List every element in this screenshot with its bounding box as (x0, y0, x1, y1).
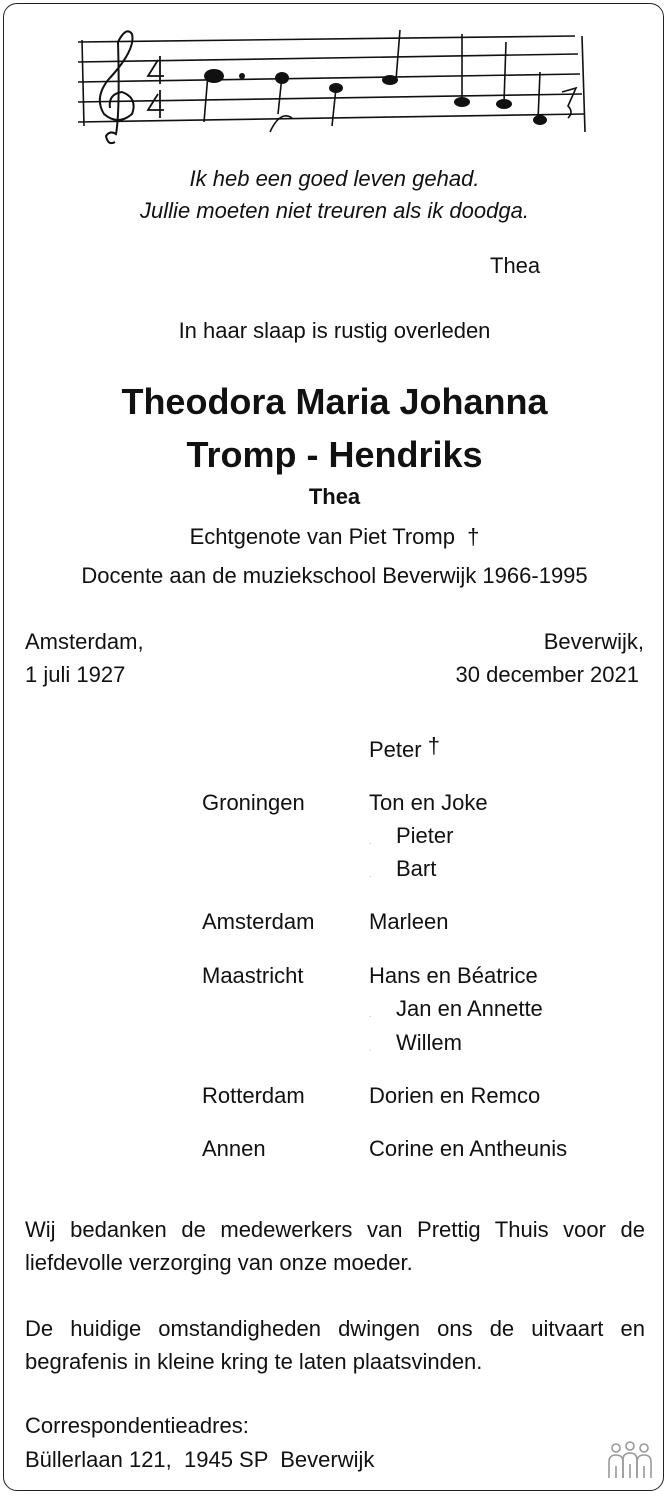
family-name: Corine en Antheunis (369, 1136, 568, 1161)
intro-text: In haar slaap is rustig overleden (178, 318, 491, 343)
birth-date: 1 juli 1927 (25, 662, 126, 687)
bullet-dot: . (369, 1043, 372, 1054)
bullet-dot: . (369, 836, 372, 847)
spouse-line (0, 524, 669, 550)
deceased-name-line-2: Tromp - Hendriks (186, 434, 483, 475)
family-name (369, 733, 440, 763)
family-city: Rotterdam (202, 1083, 305, 1108)
family-name: Ton en Joke (369, 790, 488, 815)
correspondence-label: Correspondentieadres: (25, 1413, 249, 1438)
verse-line-1: Ik heb een goed leven gehad. (189, 166, 480, 191)
verse-signature: Thea (490, 253, 541, 278)
bullet-dot: . (369, 1009, 372, 1020)
verse-line-2: Jullie moeten niet treuren als ik doodga. (140, 198, 529, 223)
cross-icon: † (427, 733, 440, 758)
family-name: Marleen (369, 909, 449, 934)
correspondence-address: Büllerlaan 121, 1945 SP Beverwijk (25, 1447, 375, 1472)
family-city: Amsterdam (202, 909, 315, 934)
cross-icon: † (467, 524, 480, 549)
deceased-name-line-1: Theodora Maria Johanna (121, 381, 548, 422)
family-name-text: Peter (369, 737, 422, 762)
family-name: Hans en Béatrice (369, 963, 538, 988)
family-city: Groningen (202, 790, 305, 815)
notice-paragraph: De huidige omstandigheden dwingen ons de uitvaart en begrafenis in kleine kring te laten plaatsvinden. (25, 1316, 645, 1374)
death-place: Beverwijk, (543, 629, 644, 654)
bullet-dot: . (369, 869, 372, 880)
death-date: 30 december 2021 (455, 662, 639, 687)
spouse-text: Echtgenote van Piet Tromp (189, 524, 455, 549)
family-city: Maastricht (202, 963, 304, 988)
music-staff-icon (70, 22, 590, 146)
birth-place: Amsterdam, (25, 629, 144, 654)
family-child: Bart (396, 856, 437, 881)
thanks-paragraph: Wij bedanken de medewerkers van Prettig Thuis voor de liefdevolle verzorging van onze moeder. (25, 1217, 645, 1275)
family-city: Annen (202, 1136, 266, 1161)
family-child: Willem (396, 1030, 462, 1055)
family-child: Jan en Annette (396, 996, 543, 1021)
occupation-line: Docente aan de muziekschool Beverwijk 1966-1995 (81, 563, 588, 588)
family-child: Pieter (396, 823, 454, 848)
people-group-icon (606, 1440, 654, 1487)
deceased-nickname: Thea (308, 484, 361, 509)
family-name: Dorien en Remco (369, 1083, 541, 1108)
